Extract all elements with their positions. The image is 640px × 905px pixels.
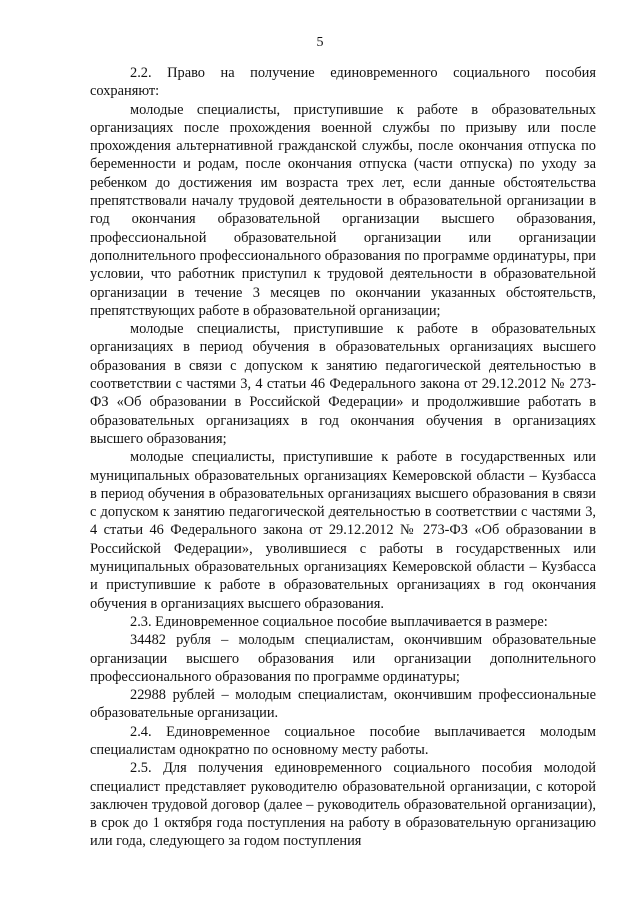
paragraph-amount-vocational: 22988 рублей – молодым специалистам, окончившим профессиональные образовательные организации.: [90, 687, 596, 722]
page-number: 5: [316, 35, 324, 50]
paragraph-during-study: молодые специалисты, приступившие к работе в образовательных организациях в период обучения в образовательных организациях высшего образования в связи с допуском к занятию педагогической деятельностью в соответствии с частями 3, 4 статьи 46 Федерального закона от 29.12.2012 № 273-ФЗ «Об образовании в Российской Федерации» и продолжившие работать в образовательных организациях в год окончания обучения в организациях высшего образования;: [90, 321, 596, 447]
paragraph-2-5-procedure: 2.5. Для получения единовременного социального пособия молодой специалист представляет руководителю образовательной организации, с которой заключен трудовой договор (далее – руководитель образовательной организации), в срок до 1 октября года поступления на работу в образовательную организацию или года, следующего за годом поступления: [90, 760, 596, 850]
document-body: [90, 64, 596, 851]
paragraph-2-3-amount: 2.3. Единовременное социальное пособие выплачивается в размере:: [130, 613, 548, 630]
paragraph-military-service: молодые специалисты, приступившие к работе в образовательных организациях после прохождения военной службы по призыву или после прохождения альтернативной гражданской службы, после окончания отпуска по беременности и родам, после окончания отпуска (части отпуска) по уходу за ребенком до достижения им возраста трех лет, если данные обстоятельства препятствовали началу трудовой деятельности в образовательной организации в год окончания образовательной организации высшего образования, профессиональной образовательной организации или организации дополнительного профессионального образования по программе ординатуры, при условии, что работник приступил к трудовой деятельности в образовательной организации в течение 3 месяцев по окончании указанных обстоятельств, препятствующих работе в образовательной организации;: [90, 101, 596, 319]
paragraph-amount-higher-ed: 34482 рубля – молодым специалистам, окончившим образовательные организации высшего образования или организации дополнительного профессионального образования по программе ординатуры;: [90, 632, 596, 685]
paragraph-state-municipal: молодые специалисты, приступившие к работе в государственных или муниципальных образовательных организациях Кемеровской области – Кузбасса в период обучения в образовательных организациях высшего образования в связи с допуском к занятию педагогической деятельностью в соответствии с частями 3, 4 статьи 46 Федерального закона от 29.12.2012 № 273-ФЗ «Об образовании в Российской Федерации», уволившиеся с работы в государственных или муниципальных образовательных организациях Кемеровской области – Кузбасса и приступившие к работе в образовательных организациях в год окончания обучения в организациях высшего образования.: [90, 449, 596, 612]
paragraph-2-2-heading: 2.2. Право на получение единовременного социального пособия сохраняют:: [90, 65, 596, 100]
paragraph-2-4-once: 2.4. Единовременное социальное пособие выплачивается молодым специалистам однократно по основному месту работы.: [90, 723, 596, 758]
